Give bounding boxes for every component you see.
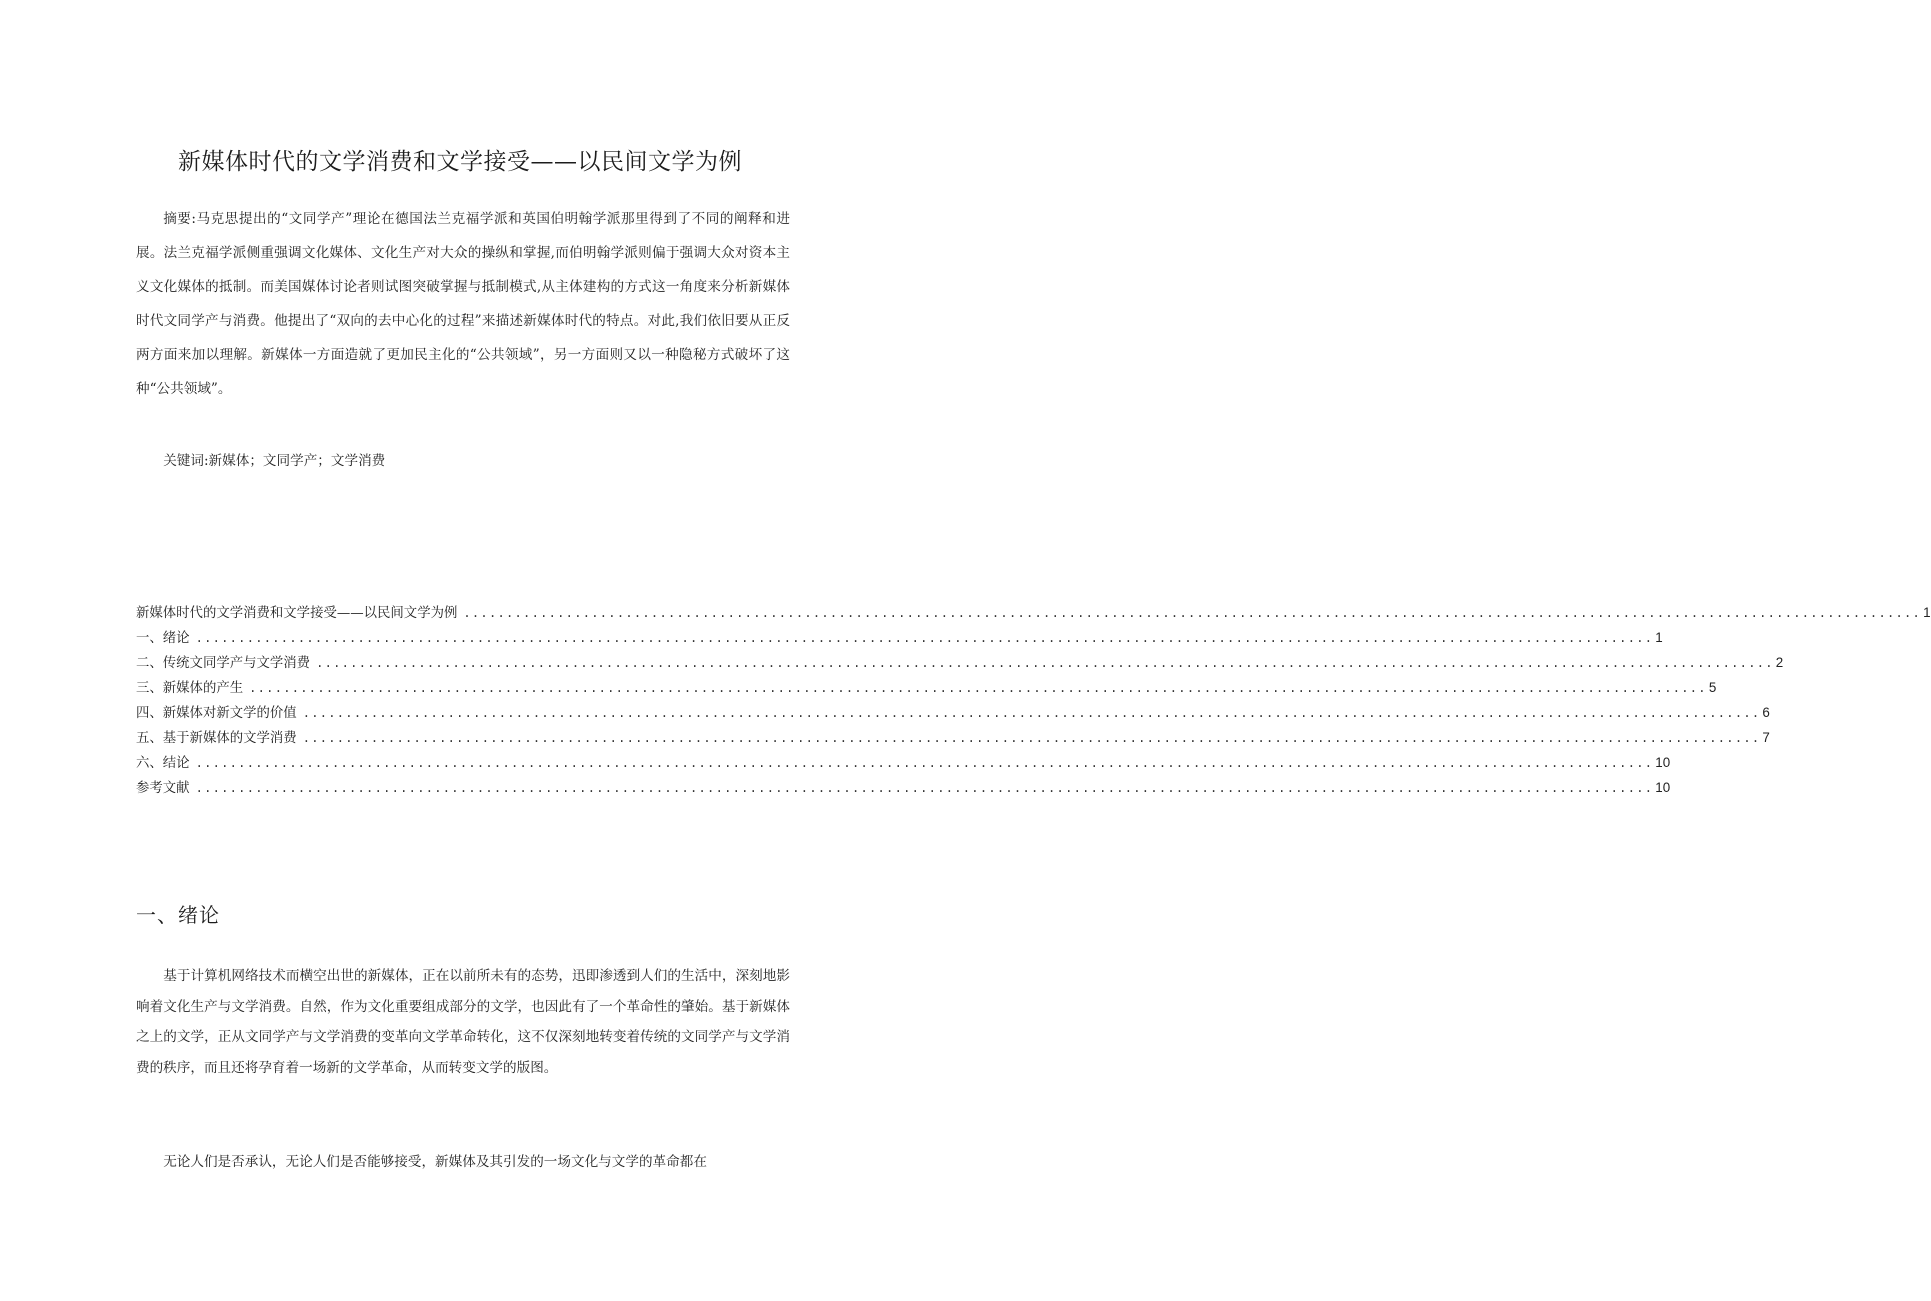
- toc-entry-text: 六、结论: [136, 756, 190, 771]
- toc-leader-dots: ...........................................................................................................................................................................: [195, 781, 1654, 795]
- toc-entry[interactable]: [136, 775, 1671, 800]
- toc-leader-dots: ...........................................................................................................................................................................: [195, 756, 1654, 770]
- toc-entry[interactable]: [136, 650, 1784, 675]
- toc-entry[interactable]: [136, 750, 1671, 775]
- toc-entry-text: 三、新媒体的产生: [136, 681, 244, 696]
- toc-page-number: 5: [1708, 680, 1717, 695]
- toc-entry-text: 二、传统文同学产与文学消费: [136, 656, 311, 671]
- toc-entry-text: 新媒体时代的文学消费和文学接受——以民间文学为例: [136, 606, 458, 621]
- toc-page-number: 7: [1762, 730, 1770, 745]
- section-heading: 一、绪论: [136, 903, 220, 927]
- toc-leader-dots: ...........................................................................................................................................................................: [463, 606, 1922, 620]
- toc-leader-dots: ...........................................................................................................................................................................: [195, 631, 1654, 645]
- toc-entry[interactable]: [136, 675, 1717, 700]
- toc-entry[interactable]: [136, 725, 1770, 750]
- toc-page-number: 1: [1655, 630, 1663, 645]
- toc-entry[interactable]: [136, 700, 1770, 725]
- document-title: 新媒体时代的文学消费和文学接受——以民间文学为例: [178, 149, 742, 175]
- toc-page-number: 1: [1923, 605, 1931, 620]
- toc-entry[interactable]: [136, 625, 1663, 650]
- toc-page-number: 6: [1762, 705, 1770, 720]
- toc-leader-dots: ...........................................................................................................................................................................: [302, 706, 1761, 720]
- toc-entry-text: 一、绪论: [136, 631, 190, 646]
- table-of-contents: [136, 600, 1931, 800]
- toc-leader-dots: ...........................................................................................................................................................................: [316, 656, 1774, 670]
- toc-page-number: 2: [1775, 655, 1784, 670]
- toc-entry-text: 参考文献: [136, 781, 190, 796]
- body-paragraph: 无论人们是否承认，无论人们是否能够接受，新媒体及其引发的一场文化与文学的革命都在: [163, 1154, 707, 1170]
- abstract-paragraph: 摘要:马克思提出的“文同学产”理论在德国法兰克福学派和英国伯明翰学派那里得到了不同的阐释和进展。法兰克福学派侧重强调文化媒体、文化生产对大众的操纵和掌握,而伯明翰学派则偏于强调大众对资本主义文化媒体的抵制。而美国媒体讨论者则试图突破掌握与抵制模式,从主体建构的方式这一角度来分析新媒体时代文同学产与消费。他提出了“双向的去中心化的过程”来描述新媒体时代的特点。对此,我们依旧要从正反两方面来加以理解。新媒体一方面造就了更加民主化的“公共领域”，另一方面则又以一种隐秘方式破坏了这种“公共领域”。: [136, 211, 790, 397]
- toc-entry-text: 五、基于新媒体的文学消费: [136, 731, 297, 746]
- body-paragraph: 基于计算机网络技术而横空出世的新媒体，正在以前所未有的态势，迅即渗透到人们的生活中，深刻地影响着文化生产与文学消费。自然，作为文化重要组成部分的文学，也因此有了一个革命性的肇始。基于新媒体之上的文学，正从文同学产与文学消费的变革向文学革命转化，这不仅深刻地转变着传统的文同学产与文学消费的秩序，而且还将孕育着一场新的文学革命，从而转变文学的版图。: [136, 968, 790, 1076]
- keywords-line: 关键词:新媒体；文同学产；文学消费: [163, 453, 386, 469]
- toc-leader-dots: ...........................................................................................................................................................................: [249, 681, 1707, 695]
- toc-entry[interactable]: [136, 600, 1931, 625]
- toc-page-number: 10: [1655, 755, 1671, 770]
- toc-page-number: 10: [1655, 780, 1671, 795]
- toc-leader-dots: ...........................................................................................................................................................................: [302, 731, 1761, 745]
- toc-entry-text: 四、新媒体对新文学的价值: [136, 706, 297, 721]
